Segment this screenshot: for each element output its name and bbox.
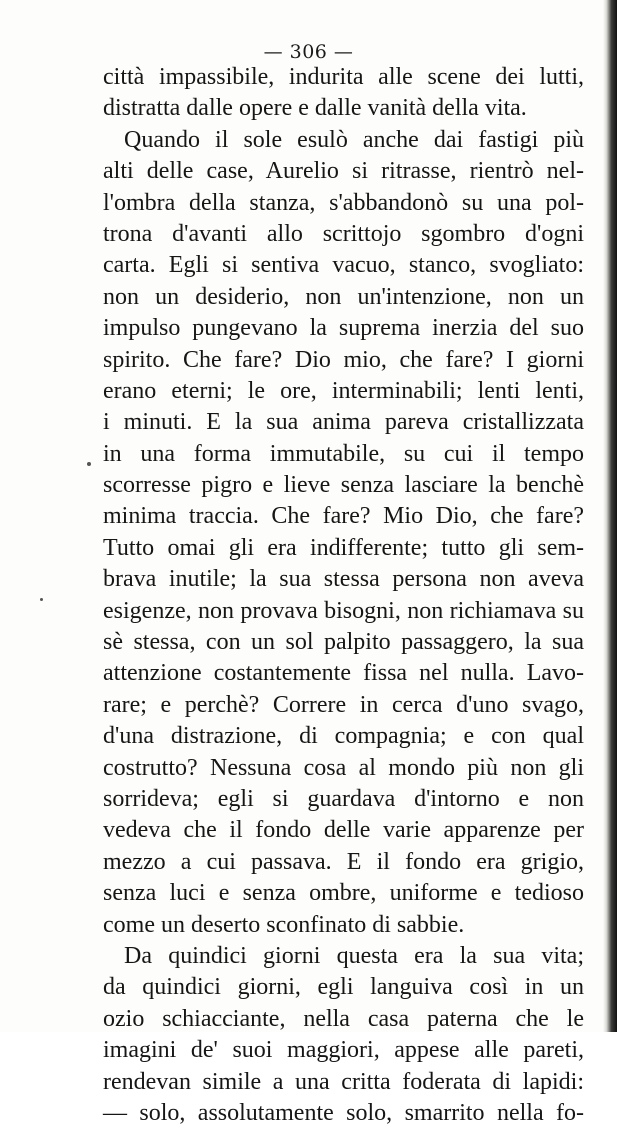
text-line: esigenze, non provava bisogni, non richiamava su	[103, 597, 584, 624]
text-line: scorresse pigro e lieve senza lasciare la benchè	[103, 472, 584, 499]
text-line: alti delle case, Aurelio si ritrasse, rientrò nel-	[103, 158, 584, 185]
text-line: rendevan simile a una critta foderata di lapidi:	[103, 1068, 584, 1095]
text-line: distratta dalle opere e dalle vanità della vita.	[103, 95, 527, 122]
text-line: città impassibile, indurita alle scene dei lutti,	[103, 64, 584, 90]
text-line: — solo, assolutamente solo, smarrito nella fo-	[103, 1099, 584, 1126]
text-line: Tutto omai gli era indifferente; tutto gli sem-	[103, 534, 584, 561]
text-line: rare; e perchè? Correre in cerca d'uno svago,	[103, 691, 584, 718]
text-line: in una forma immutabile, su cui il tempo	[103, 440, 584, 467]
text-line: vedeva che il fondo delle varie apparenze per	[103, 817, 584, 844]
text-line: minima traccia. Che fare? Mio Dio, che fare?	[103, 503, 584, 530]
text-line: spirito. Che fare? Dio mio, che fare? I giorni	[103, 346, 584, 373]
text-line: costrutto? Nessuna cosa al mondo più non gli	[103, 754, 584, 781]
body-text	[103, 62, 584, 1129]
text-line: i minuti. E la sua anima pareva cristallizzata	[103, 409, 584, 436]
page-spine-shadow	[603, 0, 617, 1032]
text-line: erano eterni; le ore, interminabili; lenti lenti,	[103, 377, 584, 404]
text-line: ozio schiacciante, nella casa paterna che le	[103, 1005, 584, 1032]
margin-mark	[40, 598, 43, 601]
text-line: l'ombra della stanza, s'abbandonò su una pol-	[103, 189, 584, 216]
text-line: senza luci e senza ombre, uniforme e tedioso	[103, 880, 584, 907]
text-line: trona d'avanti allo scrittojo sgombro d'ogni	[103, 220, 584, 247]
text-line: mezzo a cui passava. E il fondo era grigio,	[103, 848, 584, 875]
text-line: carta. Egli si sentiva vacuo, stanco, svogliato:	[103, 252, 584, 279]
text-line: Quando il sole esulò anche dai fastigi più	[124, 126, 584, 153]
text-line: d'una distrazione, di compagnia; e con qual	[103, 723, 584, 750]
margin-mark	[87, 462, 91, 466]
text-line: come un deserto sconfinato di sabbie.	[103, 911, 465, 938]
text-line: imagini de' suoi maggiori, appese alle pareti,	[103, 1037, 584, 1064]
text-line: non un desiderio, non un'intenzione, non un	[103, 283, 584, 310]
text-line: brava inutile; la sua stessa persona non aveva	[103, 566, 584, 593]
text-line: sorrideva; egli si guardava d'intorno e non	[103, 785, 584, 812]
text-line: attenzione costantemente fissa nel nulla. Lavo-	[103, 660, 584, 687]
text-line: impulso pungevano la suprema inerzia del suo	[103, 315, 584, 342]
page-number: — 306 —	[263, 41, 354, 63]
text-line: sè stessa, con un sol palpito passaggero, la sua	[103, 629, 584, 656]
text-line: Da quindici giorni questa era la sua vita;	[124, 942, 584, 969]
text-line: da quindici giorni, egli languiva così in un	[103, 974, 584, 1001]
